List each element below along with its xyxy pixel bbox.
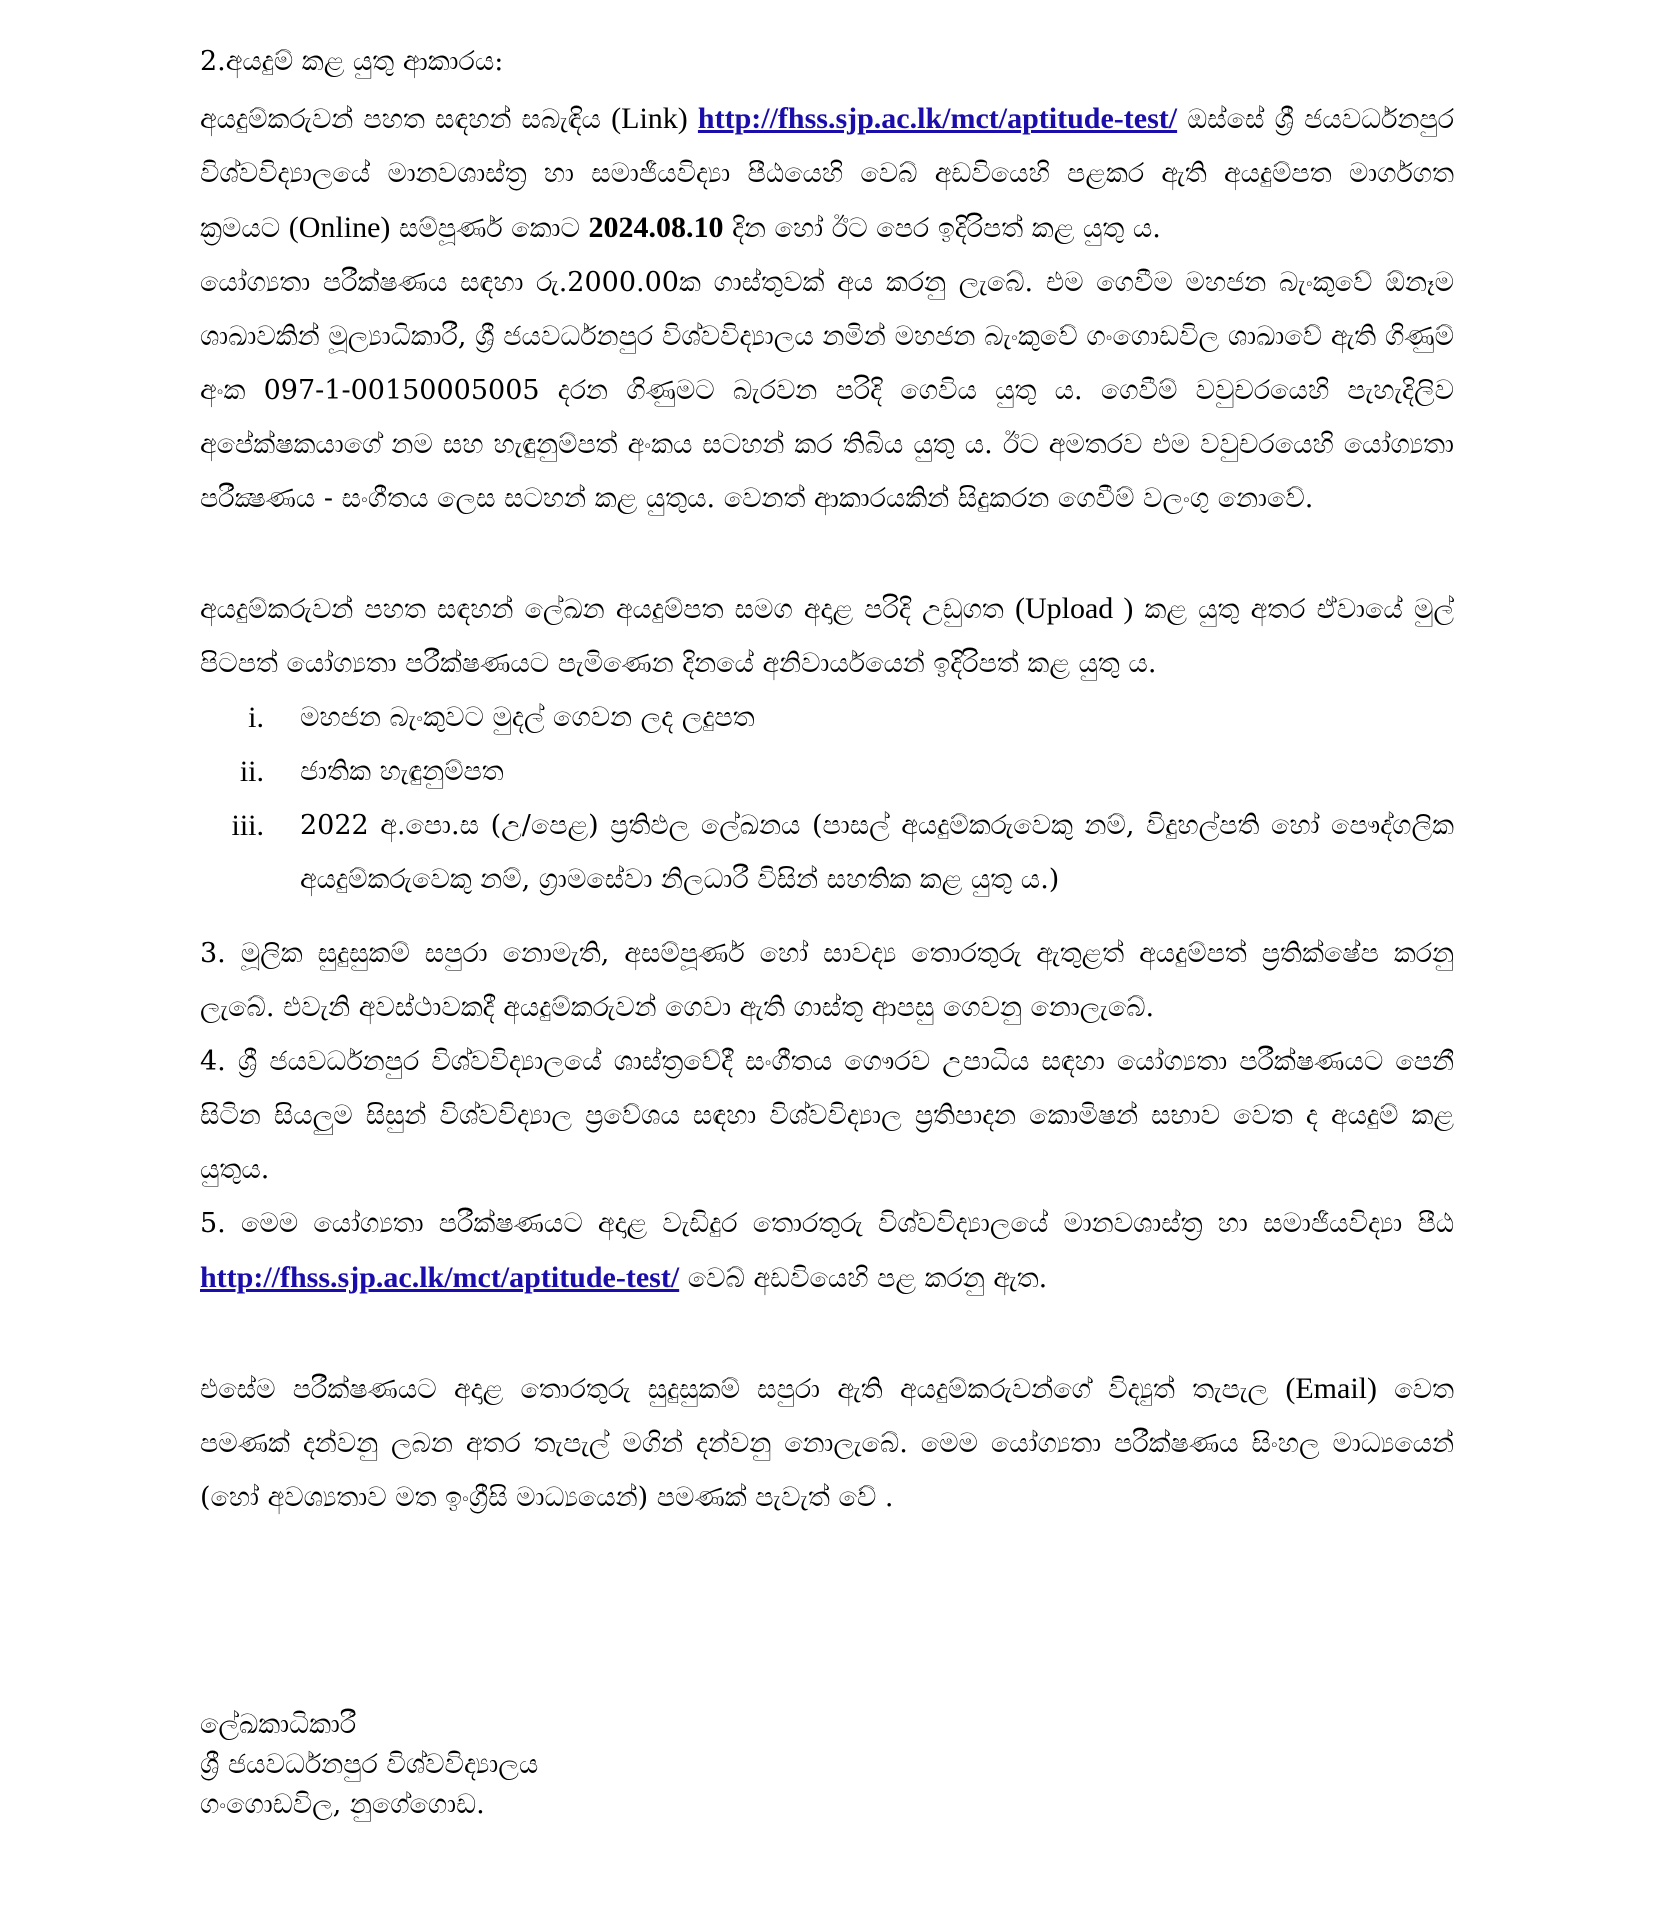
list-item [200, 691, 1454, 745]
email-text-b: වෙත පමණක් දන්වනු ලබන අතර තැපැල් මගින් දන්වනු නොලැබේ. මෙම යෝග්‍යතා පරීක්ෂණය සිංහල මාධ්‍යයෙන් (හෝ අවශ්‍යතාව මත ඉංග්‍රීසි මාධ්‍යයෙන්) පමණක් පැවැත් වේ . [200, 1374, 1454, 1513]
upload-text-a: අයදුම්කරුවන් පහත සඳහන් ලේඛන අයදුම්පත සමග අදාළ පරිදි උඩුගත [200, 594, 1015, 625]
aptitude-test-link-2[interactable]: http://fhss.sjp.ac.lk/mct/aptitude-test/ [200, 1261, 680, 1294]
application-text-d: දින හෝ ඊට පෙර ඉදිරිපත් කළ යුතු ය. [723, 213, 1161, 244]
application-text-b: ඔස්සේ ශ්‍රී ජයවර්ධනපුර විශ්වවිද්‍යාලයේ මානවශාස්ත්‍ර හා සමාජීයවිද්‍යා පීඨයෙහි වෙබ් අඩවියෙහි පළකර ඇති අයදුම්පත මාර්ගගත ක්‍රමයට [200, 104, 1454, 244]
list-item-number: i. [248, 701, 264, 734]
list-item-text: 2022 අ.පො.ස (උ/පෙළ) ප්‍රතිඵල ලේඛනය (පාසල් අයදුම්කරුවෙකු නම්, විදුහල්පති හෝ පෞද්ගලික අයදුම්කරුවෙකු නම්, ග්‍රාමසේවා නිලධාරී විසින් සහතික කළ යුතු ය.) [300, 810, 1454, 895]
list-item-number: iii. [231, 809, 264, 842]
section-5-paragraph [200, 1197, 1454, 1306]
upload-paragraph [200, 582, 1454, 691]
upload-word: (Upload ) [1014, 592, 1134, 625]
email-text-a: එසේම පරීක්ෂණයට අදාළ තොරතුරු සුදුසුකම් සපුරා ඇති අයදුම්කරුවන්ගේ විද්‍යුත් තැපැල [200, 1374, 1286, 1405]
application-paragraph [200, 92, 1454, 256]
section-5-text-a: 5. මෙම යෝග්‍යතා පරීක්ෂණයට අදාළ වැඩිදුර තොරතුරු විශ්වවිද්‍යාලයේ මානවශාස්ත්‍ර හා සමාජීයවිද්‍යා පීඨ [200, 1208, 1454, 1239]
email-paragraph [200, 1362, 1454, 1525]
email-word: (Email) [1285, 1372, 1377, 1405]
list-item [200, 745, 1454, 799]
spacer [200, 907, 1454, 927]
spacer [200, 1525, 1454, 1705]
section-3-paragraph: 3. මූලික සුදුසුකම් සපුරා නොමැති, අසම්පූර්ණ හෝ සාවද්‍ය තොරතුරු ඇතුළත් අයදුම්පත් ප්‍රතික්ෂේප කරනු ලැබේ. එවැනි අවස්ථාවකදී අයදුම්කරුවන් ගෙවා ඇති ගාස්තු ආපසු ගෙවනු නොලැබේ. [200, 938, 1454, 1023]
aptitude-test-link[interactable]: http://fhss.sjp.ac.lk/mct/aptitude-test/ [697, 102, 1178, 135]
signature-title: ලේඛකාධිකාරී [200, 1709, 357, 1740]
spacer [200, 1306, 1454, 1362]
list-item [200, 799, 1454, 907]
fee-paragraph: යෝග්‍යතා පරීක්ෂණය සඳහා රු.2000.00ක ගාස්තුවක් අය කරනු ලැබේ. එම ගෙවීම මහජන බැංකුවේ ඕනෑම ශාඛාවකින් මූල්‍යාධිකාරී, ශ්‍රී ජයවර්ධනපුර විශ්වවිද්‍යාලය නමින් මහජන බැංකුවේ ගංගොඩවිල ශාඛාවේ ඇති ගිණුම් අංක 097-1-00150005005 දරන ගිණුමට බැරවන පරිදි ගෙවිය යුතු ය. ගෙවීම් වවුචරයෙහි පැහැදිලිව අපේක්ෂකයාගේ නම සහ හැඳුනුම්පත් අංකය සටහන් කර තිබිය යුතු ය. ඊට අමතරව එම වවුචරයෙහි යෝග්‍යතා පරීක්‍ෂණය - සංගීතය ලෙස සටහන් කළ යුතුය. වෙනත් ආකාරයකින් සිදුකරන ගෙවීම් වලංගු නොවේ. [200, 267, 1454, 514]
application-text-a: අයදුම්කරුවන් පහත සඳහන් සබැඳිය [200, 104, 612, 135]
deadline-date: 2024.08.10 [588, 211, 724, 244]
document-page [200, 40, 1454, 1825]
signature-university: ශ්‍රී ජයවර්ධනපුර විශ්වවිද්‍යාලය [200, 1749, 539, 1780]
list-item-text: ජාතික හැඳුනුම්පත [300, 756, 504, 787]
online-word: (Online) [288, 211, 391, 244]
upload-text-b: කළ යුතු අතර ඒවායේ මුල් පිටපත් යෝග්‍යතා පරීක්ෂණයට පැමිණෙන දිනයේ අනිවාර්යයෙන් ඉදිරිපත් කළ යුතු ය. [200, 594, 1454, 679]
link-word: (Link) [611, 102, 688, 135]
signature-address: ගංගොඩවිල, නුගේගොඩ. [200, 1789, 485, 1820]
list-item-text: මහජන බැංකුවට මුදල් ගෙවන ලද ලදුපත [300, 702, 755, 733]
spacer [200, 526, 1454, 582]
application-text-c: සම්පූර්ණ කොට [390, 213, 589, 244]
signature-block [200, 1705, 1454, 1825]
section-4-paragraph: 4. ශ්‍රී ජයවර්ධනපුර විශ්වවිද්‍යාලයේ ශාස්ත්‍රවේදී සංගීතය ගෞරව උපාධිය සඳහා යෝග්‍යතා පරීක්ෂණයට පෙනී සිටින සියලුම සිසුන් විශ්වවිද්‍යාල ප්‍රවේශය සඳහා විශ්වවිද්‍යාල ප්‍රතිපාදන කොමිෂන් සභාව වෙත ද අයදුම් කළ යුතුය. [200, 1046, 1454, 1185]
list-item-number: ii. [239, 755, 264, 788]
section-2-heading: 2.අයදුම් කළ යුතු ආකාරය: [200, 46, 504, 77]
section-5-text-b: වෙබ් අඩවියෙහි පළ කරනු ඇත. [679, 1263, 1048, 1294]
required-documents-list [200, 691, 1454, 907]
